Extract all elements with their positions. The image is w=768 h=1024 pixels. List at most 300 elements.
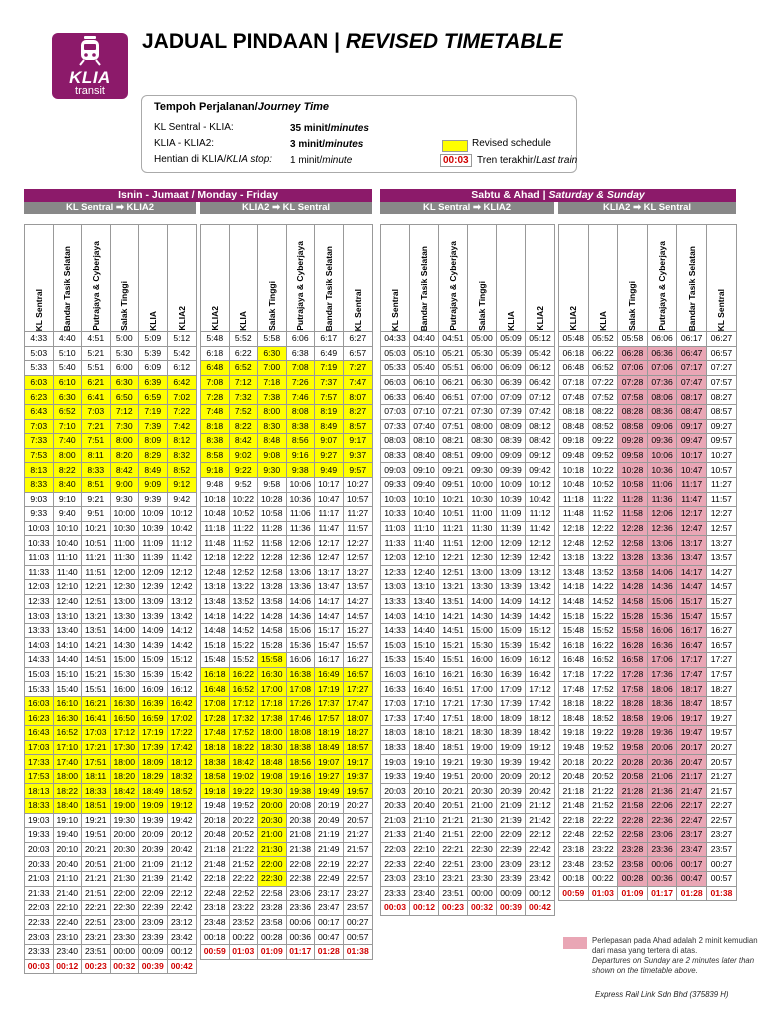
time-cell: 10:40	[410, 507, 439, 522]
legend-last-train-text: Tren terakhir/Last train	[477, 155, 578, 166]
time-cell: 9:02	[229, 448, 258, 463]
time-cell: 16:27	[706, 623, 736, 638]
time-cell: 16:42	[167, 696, 197, 711]
time-cell: 07:00	[468, 390, 497, 405]
time-cell: 01:38	[706, 886, 736, 901]
time-cell: 18:49	[315, 740, 344, 755]
time-cell: 05:48	[559, 332, 589, 347]
time-cell: 13:52	[229, 594, 258, 609]
time-cell: 12:57	[343, 550, 373, 565]
time-cell: 9:08	[258, 448, 287, 463]
time-cell: 6:22	[229, 346, 258, 361]
time-cell: 11:42	[526, 521, 555, 536]
time-cell: 15:28	[618, 609, 648, 624]
time-cell: 22:21	[439, 842, 468, 857]
time-cell: 08:10	[410, 434, 439, 449]
time-cell: 20:21	[82, 842, 111, 857]
time-cell: 12:28	[258, 550, 287, 565]
time-cell: 00:39	[139, 959, 168, 974]
time-cell: 6:27	[343, 332, 373, 347]
time-cell: 19:33	[25, 828, 54, 843]
time-cell: 20:28	[618, 755, 648, 770]
time-cell: 11:28	[618, 492, 648, 507]
header-row	[201, 225, 373, 332]
time-cell: 12:27	[343, 536, 373, 551]
time-cell: 23:03	[25, 930, 54, 945]
time-cell: 16:48	[559, 653, 589, 668]
time-cell: 00:42	[167, 959, 197, 974]
time-cell: 12:36	[647, 521, 677, 536]
time-cell: 06:17	[677, 332, 707, 347]
time-cell: 6:18	[201, 346, 230, 361]
column-header-label: Salak Tinggi	[477, 281, 487, 331]
time-cell: 17:47	[677, 667, 707, 682]
table-row	[559, 784, 737, 799]
time-cell: 08:57	[706, 404, 736, 419]
time-cell: 8:58	[201, 448, 230, 463]
table-row	[25, 755, 197, 770]
time-cell: 21:42	[167, 871, 197, 886]
time-cell: 06:12	[526, 361, 555, 376]
time-cell: 11:27	[706, 477, 736, 492]
time-cell: 18:27	[706, 682, 736, 697]
time-cell: 15:17	[315, 623, 344, 638]
time-cell: 20:30	[258, 813, 287, 828]
time-cell: 17:00	[258, 682, 287, 697]
time-cell: 22:19	[315, 857, 344, 872]
time-cell: 14:52	[588, 594, 618, 609]
time-cell: 8:07	[343, 390, 373, 405]
time-cell: 05:00	[468, 332, 497, 347]
time-cell: 09:52	[588, 448, 618, 463]
time-cell: 19:37	[343, 769, 373, 784]
time-cell: 8:57	[343, 419, 373, 434]
table-row	[559, 550, 737, 565]
time-cell: 00:47	[677, 871, 707, 886]
table-row	[25, 565, 197, 580]
time-cell: 9:10	[53, 492, 82, 507]
time-cell: 22:09	[139, 886, 168, 901]
time-cell: 18:57	[343, 740, 373, 755]
time-cell: 12:30	[110, 580, 139, 595]
time-cell: 10:48	[201, 507, 230, 522]
time-cell: 12:12	[526, 536, 555, 551]
time-cell: 16:12	[167, 682, 197, 697]
time-cell: 17:10	[53, 740, 82, 755]
time-cell: 12:57	[706, 521, 736, 536]
time-cell: 17:03	[82, 726, 111, 741]
time-cell: 23:21	[82, 930, 111, 945]
time-cell: 18:30	[468, 726, 497, 741]
time-cell: 12:03	[381, 550, 410, 565]
time-cell: 6:52	[229, 361, 258, 376]
time-cell: 18:18	[201, 740, 230, 755]
time-cell: 6:10	[53, 375, 82, 390]
time-cell: 11:51	[82, 565, 111, 580]
time-cell: 22:22	[229, 871, 258, 886]
time-cell: 23:57	[706, 842, 736, 857]
column-header	[618, 225, 648, 332]
time-cell: 13:58	[258, 594, 287, 609]
column-header	[706, 225, 736, 332]
time-cell: 6:17	[315, 332, 344, 347]
time-cell: 18:51	[439, 740, 468, 755]
time-cell: 18:48	[258, 755, 287, 770]
time-cell: 10:18	[201, 492, 230, 507]
time-cell: 17:10	[410, 696, 439, 711]
time-cell: 12:21	[82, 580, 111, 595]
time-cell: 18:21	[439, 726, 468, 741]
time-cell: 16:12	[526, 653, 555, 668]
time-cell: 21:03	[25, 871, 54, 886]
time-cell: 8:12	[167, 434, 197, 449]
time-cell: 20:30	[468, 784, 497, 799]
time-cell: 13:22	[229, 580, 258, 595]
table-row	[201, 375, 373, 390]
time-cell: 00:57	[706, 871, 736, 886]
table-row	[381, 696, 555, 711]
time-cell: 11:39	[139, 550, 168, 565]
time-cell: 8:22	[53, 463, 82, 478]
time-cell: 8:48	[258, 434, 287, 449]
time-cell: 09:58	[618, 448, 648, 463]
time-cell: 22:00	[110, 886, 139, 901]
time-cell: 19:48	[201, 799, 230, 814]
time-cell: 10:03	[25, 521, 54, 536]
time-cell: 17:52	[588, 682, 618, 697]
time-cell: 18:22	[229, 740, 258, 755]
table-row	[25, 404, 197, 419]
column-header	[526, 225, 555, 332]
time-cell: 07:10	[410, 404, 439, 419]
table-row	[381, 901, 555, 916]
time-cell: 16:41	[82, 711, 111, 726]
time-cell: 14:17	[677, 565, 707, 580]
column-header	[468, 225, 497, 332]
time-cell: 19:57	[343, 784, 373, 799]
time-cell: 21:10	[53, 871, 82, 886]
footer-company: Express Rail Link Sdn Bhd (375839 H)	[595, 990, 729, 999]
time-cell: 21:28	[618, 784, 648, 799]
time-cell: 10:09	[497, 477, 526, 492]
table-row	[201, 653, 373, 668]
table-row	[25, 667, 197, 682]
time-cell: 15:47	[315, 638, 344, 653]
time-cell: 11:36	[286, 521, 315, 536]
time-cell: 08:18	[559, 404, 589, 419]
time-cell: 20:39	[139, 842, 168, 857]
time-cell: 7:52	[229, 404, 258, 419]
time-cell: 07:42	[526, 404, 555, 419]
time-cell: 15:28	[258, 638, 287, 653]
time-cell: 13:10	[410, 580, 439, 595]
time-cell: 05:42	[526, 346, 555, 361]
table-row	[25, 959, 197, 974]
time-cell: 8:42	[110, 463, 139, 478]
time-cell: 17:19	[139, 726, 168, 741]
time-cell: 01:03	[588, 886, 618, 901]
time-cell: 08:00	[468, 419, 497, 434]
column-header	[82, 225, 111, 332]
time-cell: 20:10	[53, 842, 82, 857]
time-cell: 8:51	[82, 477, 111, 492]
time-cell: 05:21	[439, 346, 468, 361]
time-cell: 21:51	[439, 828, 468, 843]
time-cell: 19:27	[706, 711, 736, 726]
table-row	[25, 580, 197, 595]
time-cell: 04:33	[381, 332, 410, 347]
time-cell: 13:12	[167, 594, 197, 609]
time-cell: 20:09	[139, 828, 168, 843]
time-cell: 14:18	[559, 580, 589, 595]
time-cell: 20:00	[468, 769, 497, 784]
time-cell: 12:10	[410, 550, 439, 565]
time-cell: 15:17	[677, 594, 707, 609]
weekday-band: Isnin - Jumaat / Monday - Friday	[24, 189, 372, 202]
time-cell: 09:10	[410, 463, 439, 478]
time-cell: 20:49	[315, 813, 344, 828]
table-row	[201, 886, 373, 901]
time-cell: 7:10	[53, 419, 82, 434]
time-cell: 13:17	[677, 536, 707, 551]
time-cell: 15:21	[439, 638, 468, 653]
time-cell: 8:00	[258, 404, 287, 419]
time-cell: 10:36	[647, 463, 677, 478]
time-cell: 20:33	[381, 799, 410, 814]
time-cell: 7:53	[25, 448, 54, 463]
time-cell: 21:09	[139, 857, 168, 872]
time-cell: 6:49	[315, 346, 344, 361]
time-cell: 17:06	[647, 653, 677, 668]
time-cell: 10:12	[167, 507, 197, 522]
table-row	[25, 332, 197, 347]
time-cell: 17:21	[439, 696, 468, 711]
time-cell: 23:28	[618, 842, 648, 857]
time-cell: 00:28	[618, 871, 648, 886]
time-cell: 17:42	[167, 740, 197, 755]
time-cell: 11:09	[497, 507, 526, 522]
time-cell: 14:09	[139, 623, 168, 638]
time-cell: 13:36	[647, 550, 677, 565]
time-cell: 14:27	[343, 594, 373, 609]
table-row	[559, 390, 737, 405]
time-cell: 00:28	[258, 930, 287, 945]
time-cell: 08:48	[559, 419, 589, 434]
time-cell: 01:28	[315, 944, 344, 959]
time-cell: 07:22	[588, 375, 618, 390]
table-row	[25, 609, 197, 624]
time-cell: 10:57	[706, 463, 736, 478]
time-cell: 22:30	[110, 901, 139, 916]
time-cell: 15:47	[677, 609, 707, 624]
time-cell: 07:21	[439, 404, 468, 419]
time-cell: 13:52	[588, 565, 618, 580]
time-cell: 18:06	[647, 682, 677, 697]
time-cell: 17:37	[315, 696, 344, 711]
time-cell: 13:58	[618, 565, 648, 580]
time-cell: 01:09	[618, 886, 648, 901]
column-header	[53, 225, 82, 332]
table-row	[559, 711, 737, 726]
time-cell: 23:36	[286, 901, 315, 916]
table-row	[201, 448, 373, 463]
time-cell: 9:21	[82, 492, 111, 507]
time-cell: 12:51	[439, 565, 468, 580]
time-cell: 11:33	[381, 536, 410, 551]
table-row	[201, 594, 373, 609]
time-cell: 8:38	[286, 419, 315, 434]
time-cell: 13:17	[315, 565, 344, 580]
time-cell: 10:47	[315, 492, 344, 507]
time-cell: 12:21	[439, 550, 468, 565]
time-cell: 18:52	[167, 784, 197, 799]
time-cell: 8:29	[139, 448, 168, 463]
time-cell: 07:17	[677, 361, 707, 376]
weekend-band: Sabtu & Ahad | Saturday & Sunday	[380, 189, 736, 202]
time-cell: 15:52	[588, 623, 618, 638]
legend-last-train-sample: 00:03	[440, 154, 472, 167]
time-cell: 6:50	[110, 390, 139, 405]
time-cell: 21:21	[82, 871, 111, 886]
table-row	[559, 886, 737, 901]
time-cell: 21:57	[706, 784, 736, 799]
time-cell: 01:09	[258, 944, 287, 959]
time-cell: 00:32	[110, 959, 139, 974]
time-cell: 10:22	[588, 463, 618, 478]
time-cell: 21:03	[381, 813, 410, 828]
time-cell: 19:21	[82, 813, 111, 828]
table-row	[381, 623, 555, 638]
time-cell: 22:00	[468, 828, 497, 843]
time-cell: 20:21	[439, 784, 468, 799]
time-cell: 10:21	[82, 521, 111, 536]
time-cell: 11:47	[677, 492, 707, 507]
time-cell: 00:18	[201, 930, 230, 945]
time-cell: 11:00	[468, 507, 497, 522]
time-cell: 21:18	[201, 842, 230, 857]
time-cell: 05:58	[618, 332, 648, 347]
time-cell: 21:08	[286, 828, 315, 843]
time-cell: 00:18	[559, 871, 589, 886]
time-cell: 04:51	[439, 332, 468, 347]
time-cell: 13:30	[110, 609, 139, 624]
time-cell: 18:52	[588, 711, 618, 726]
time-cell: 11:22	[588, 492, 618, 507]
time-cell: 6:09	[139, 361, 168, 376]
time-cell: 18:22	[53, 784, 82, 799]
time-cell: 18:00	[110, 755, 139, 770]
time-cell: 18:12	[167, 755, 197, 770]
time-cell: 20:57	[343, 813, 373, 828]
time-cell: 19:08	[258, 769, 287, 784]
time-cell: 21:58	[618, 799, 648, 814]
time-cell: 22:51	[82, 915, 111, 930]
time-cell: 19:17	[343, 755, 373, 770]
journey-time-box	[141, 95, 577, 173]
time-cell: 7:39	[139, 419, 168, 434]
column-header-label: KLIA	[238, 311, 249, 331]
time-cell: 16:22	[588, 638, 618, 653]
time-cell: 10:28	[618, 463, 648, 478]
time-cell: 06:33	[381, 390, 410, 405]
table-row	[559, 799, 737, 814]
column-header-label: Putrajaya & Cyberjaya	[657, 241, 668, 331]
time-cell: 18:36	[647, 696, 677, 711]
time-cell: 8:08	[286, 404, 315, 419]
time-cell: 9:38	[286, 463, 315, 478]
time-cell: 11:58	[618, 507, 648, 522]
time-cell: 07:47	[677, 375, 707, 390]
time-cell: 23:30	[110, 930, 139, 945]
time-cell: 14:51	[439, 623, 468, 638]
table-row	[559, 346, 737, 361]
time-cell: 9:09	[139, 477, 168, 492]
table-row	[381, 507, 555, 522]
time-cell: 23:18	[201, 901, 230, 916]
time-cell: 16:03	[381, 667, 410, 682]
time-cell: 14:39	[497, 609, 526, 624]
time-cell: 13:48	[559, 565, 589, 580]
time-cell: 6:30	[258, 346, 287, 361]
time-cell: 15:03	[25, 667, 54, 682]
time-cell: 10:52	[229, 507, 258, 522]
time-cell: 9:17	[343, 434, 373, 449]
column-header-label: KLIA2	[568, 306, 579, 331]
table-row	[381, 653, 555, 668]
time-cell: 17:33	[381, 711, 410, 726]
time-cell: 15:21	[82, 667, 111, 682]
time-cell: 23:51	[439, 886, 468, 901]
time-cell: 10:51	[439, 507, 468, 522]
time-cell: 19:51	[439, 769, 468, 784]
time-cell: 17:21	[82, 740, 111, 755]
time-cell: 23:36	[647, 842, 677, 857]
table-row	[559, 507, 737, 522]
table-row	[559, 609, 737, 624]
time-cell: 07:27	[706, 361, 736, 376]
time-cell: 09:51	[439, 477, 468, 492]
time-cell: 14:10	[410, 609, 439, 624]
time-cell: 10:39	[497, 492, 526, 507]
time-cell: 23:22	[229, 901, 258, 916]
time-cell: 22:18	[201, 871, 230, 886]
table-row	[559, 521, 737, 536]
time-cell: 06:21	[439, 375, 468, 390]
time-cell: 5:42	[167, 346, 197, 361]
time-cell: 9:58	[258, 477, 287, 492]
time-cell: 16:30	[110, 696, 139, 711]
time-cell: 16:47	[677, 638, 707, 653]
time-cell: 19:40	[53, 828, 82, 843]
time-cell: 10:42	[526, 492, 555, 507]
time-cell: 16:21	[82, 696, 111, 711]
time-cell: 6:43	[25, 404, 54, 419]
time-cell: 7:18	[258, 375, 287, 390]
time-cell: 21:38	[286, 842, 315, 857]
time-cell: 21:33	[25, 886, 54, 901]
time-cell: 10:30	[468, 492, 497, 507]
time-cell: 7:26	[286, 375, 315, 390]
time-cell: 00:00	[468, 886, 497, 901]
time-cell: 9:30	[258, 463, 287, 478]
column-header-label: KL Sentral	[390, 288, 400, 331]
time-cell: 22:12	[526, 828, 555, 843]
table-row	[381, 755, 555, 770]
time-cell: 10:58	[258, 507, 287, 522]
time-cell: 23:48	[559, 857, 589, 872]
time-cell: 08:03	[381, 434, 410, 449]
time-cell: 06:00	[468, 361, 497, 376]
